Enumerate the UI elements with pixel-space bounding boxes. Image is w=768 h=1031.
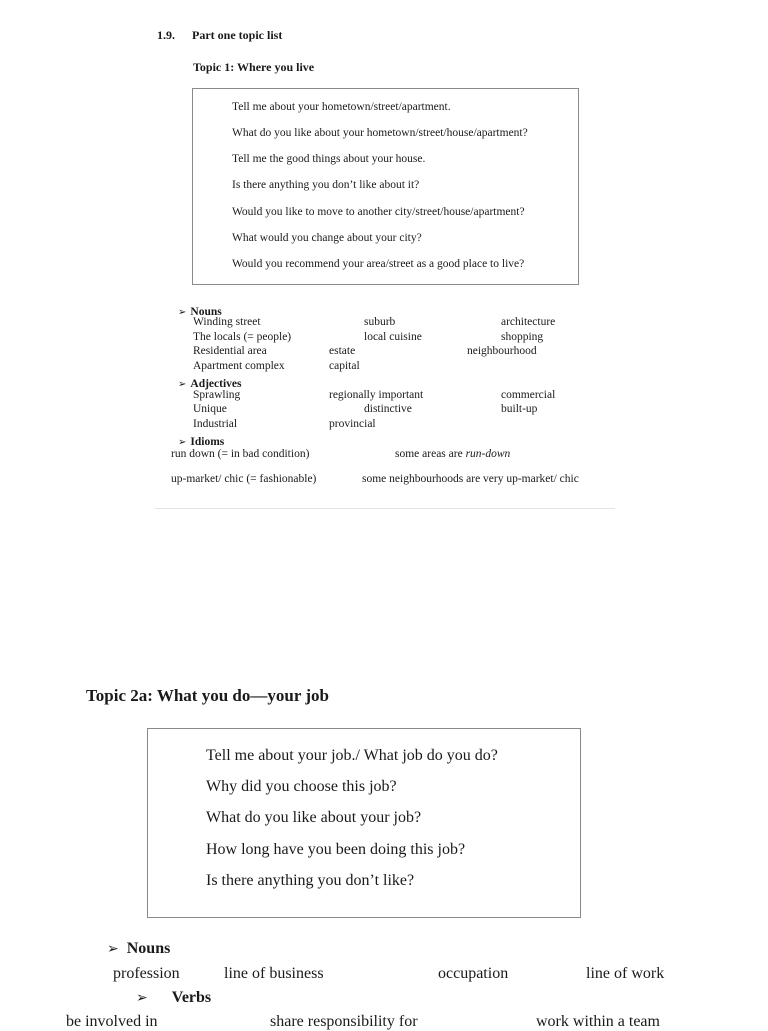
verbs-heading-label: Verbs [171, 989, 212, 1006]
topic1-title: Topic 1: Where you live [193, 60, 315, 74]
topic1-question: Tell me about your hometown/street/apartment. [232, 101, 451, 113]
noun-word: capital [329, 360, 360, 372]
nouns-heading-label: Nouns [190, 306, 222, 318]
verb-word: share responsibility for [270, 1013, 418, 1030]
noun-word: architecture [501, 316, 556, 328]
arrow-bullet-icon: ➢ [136, 991, 148, 1006]
noun-word: line of business [224, 965, 324, 982]
verb-word: be involved in [66, 1013, 158, 1030]
idiom-term: up-market/ chic (= fashionable) [171, 473, 317, 485]
adjective-word: distinctive [364, 403, 412, 415]
adjective-word: Sprawling [193, 389, 241, 401]
adjectives-heading-label: Adjectives [190, 378, 242, 390]
noun-word: line of work [586, 965, 665, 982]
topic1-question: What do you like about your hometown/street/house/apartment? [232, 127, 528, 139]
topic1-question: Would you recommend your area/street as a good place to live? [232, 258, 525, 270]
page-divider [155, 508, 615, 509]
nouns-heading-label: Nouns [126, 940, 171, 957]
idiom-example-text: some areas are [395, 448, 466, 460]
topic2a-title: Topic 2a: What you do—your job [86, 686, 329, 705]
topic2a-verbs-heading [136, 989, 211, 1007]
topic2a-question-box [147, 728, 581, 918]
topic2a-question: Why did you choose this job? [206, 778, 397, 795]
noun-word: Apartment complex [193, 360, 285, 372]
noun-word: The locals (= people) [193, 331, 292, 343]
noun-word: occupation [438, 965, 509, 982]
arrow-bullet-icon: ➢ [178, 437, 187, 448]
idiom-example: some neighbourhoods are very up-market/ chic [362, 473, 579, 485]
adjective-word: provincial [329, 418, 376, 430]
adjective-word: regionally important [329, 389, 424, 401]
topic2a-nouns-heading [107, 940, 170, 958]
topic2a-question: What do you like about your job? [206, 809, 422, 826]
idiom-example [395, 448, 510, 460]
noun-word: Residential area [193, 345, 267, 357]
topic1-question: Is there anything you don’t like about it? [232, 179, 420, 191]
topic1-question: Would you like to move to another city/street/house/apartment? [232, 206, 525, 218]
idiom-example-emphasis: run-down [465, 448, 511, 460]
noun-word: suburb [364, 316, 396, 328]
idiom-term: run down (= in bad condition) [171, 448, 310, 460]
topic2a-question: How long have you been doing this job? [206, 841, 466, 858]
topic2a-question: Is there anything you don’t like? [206, 872, 415, 889]
topic1-question: Tell me the good things about your house. [232, 153, 426, 165]
topic1-question: What would you change about your city? [232, 232, 422, 244]
adjective-word: Industrial [193, 418, 238, 430]
adjective-word: built-up [501, 403, 538, 415]
noun-word: profession [113, 965, 180, 982]
arrow-bullet-icon: ➢ [178, 307, 187, 318]
idioms-heading-label: Idioms [190, 436, 225, 448]
noun-word: shopping [501, 331, 544, 343]
noun-word: estate [329, 345, 356, 357]
noun-word: Winding street [193, 316, 261, 328]
arrow-bullet-icon: ➢ [178, 379, 187, 390]
topic2a-question: Tell me about your job./ What job do you do? [206, 747, 498, 764]
adjective-word: Unique [193, 403, 227, 415]
arrow-bullet-icon: ➢ [107, 942, 119, 957]
adjective-word: commercial [501, 389, 556, 401]
topic1-question-box [192, 88, 579, 285]
verb-word: work within a team [536, 1013, 660, 1030]
section-number: 1.9. [157, 28, 175, 42]
noun-word: local cuisine [364, 331, 422, 343]
section-title: Part one topic list [192, 28, 283, 42]
noun-word: neighbourhood [467, 345, 537, 357]
